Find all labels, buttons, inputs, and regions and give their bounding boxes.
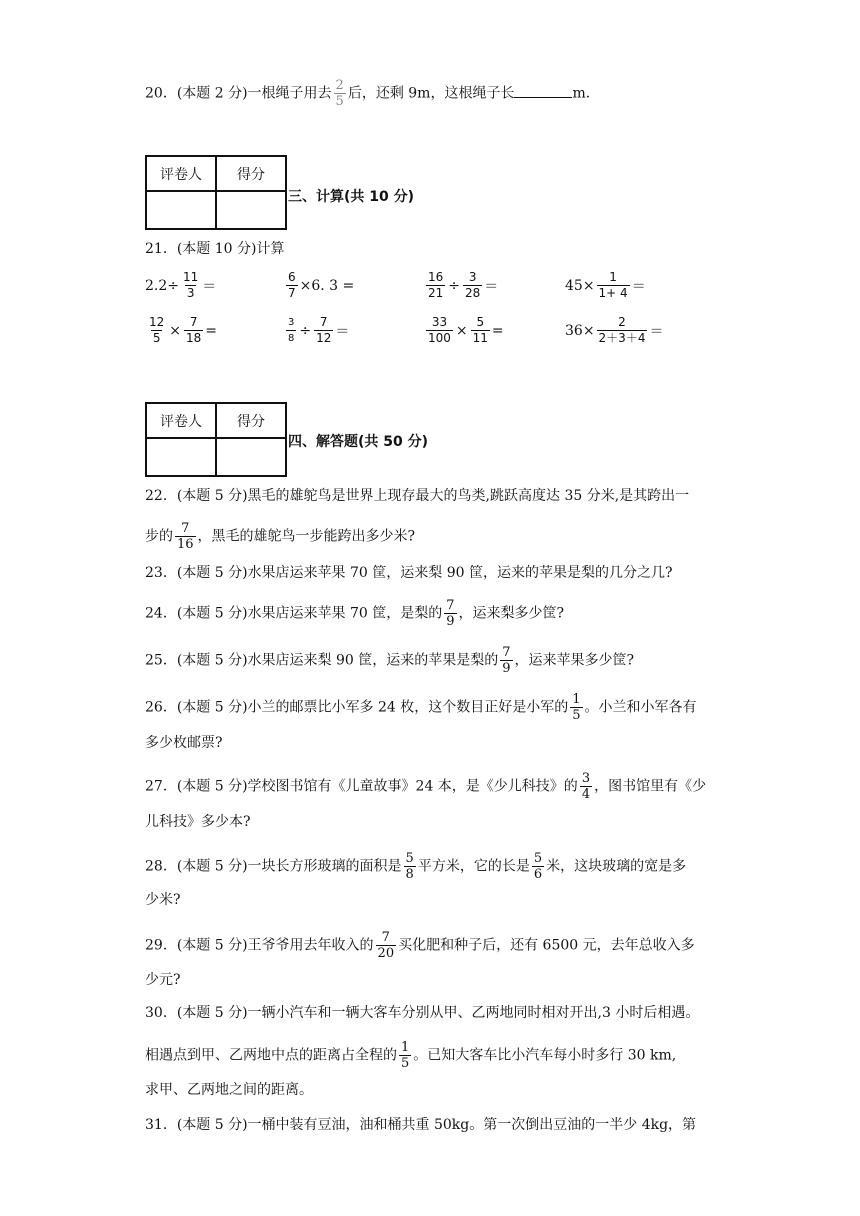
calc-item: $\frac{33}{100}$ × $\frac{5}{11}$ = [428, 315, 504, 345]
score-box [145, 402, 287, 477]
question-27: 27．(本题 5 分)学校图书馆有《儿童故事》24 本，是《少儿科技》的 $\frac{3}{4}$ ，图书馆里有《少 [145, 771, 707, 802]
answer-blank [514, 83, 572, 98]
calc-item: $\frac{6}{7}$ ×6. 3 = [288, 270, 355, 300]
question-30-cont2: 求甲、乙两地之间的距离。 [145, 1082, 313, 1098]
fraction: $\frac{7}{9}$ [502, 645, 511, 676]
reviewer-label: 评卷人 [146, 403, 216, 438]
fraction: $\frac{7}{9}$ [446, 598, 455, 629]
score-box [145, 155, 287, 230]
question-29: 29．(本题 5 分)王爷爷用去年收入的 $\frac{7}{20}$ 买化肥和种子后，还有 6500 元，去年总收入多 [145, 930, 695, 961]
question-29-cont: 少元? [145, 972, 181, 988]
question-30-cont: 相遇点到甲、乙两地中点的距离占全程的 $\frac{1}{5}$ 。已知大客车比小汽车每小时多行 30 km, [145, 1040, 677, 1071]
section-title: 三、计算(共 10 分) [288, 189, 415, 205]
question-22-cont: 步的 $\frac{7}{16}$ ，黑毛的雄鸵鸟一步能跨出多少米? [145, 521, 416, 552]
fraction: $\frac{5}{6}$ [533, 851, 543, 882]
question-25: 25．(本题 5 分)水果店运来梨 90 筐，运来的苹果是梨的 $\frac{7}{9}$ ，运来苹果多少筐? [145, 645, 635, 676]
question-20: 20．(本题 2 分)一根绳子用去 $\frac{2}{5}$ 后，还剩 9m，这根绳子长 m． [145, 78, 600, 109]
question-24: 24．(本题 5 分)水果店运来苹果 70 筐，是梨的 $\frac{7}{9}$ ，运来梨多少筐? [145, 598, 565, 629]
fraction: $\frac{5}{8}$ [405, 851, 414, 882]
question-27-cont: 儿科技》多少本? [145, 814, 251, 830]
score-label: 得分 [216, 403, 286, 438]
question-30: 30．(本题 5 分)一辆小汽车和一辆大客车分别从甲、乙两地同时相对开出,3 小时后相遇。 [145, 1005, 700, 1021]
fraction: $\frac{2}{5}$ [335, 78, 344, 109]
question-26: 26．(本题 5 分)小兰的邮票比小军多 24 枚，这个数目正好是小军的 $\frac{1}{5}$ 。小兰和小军各有 [145, 692, 697, 723]
fraction: $\frac{3}{8}$ [288, 317, 295, 344]
question-21: 21．(本题 10 分)计算 [145, 241, 285, 257]
fraction: $\frac{7}{16}$ [177, 521, 194, 552]
fraction: $\frac{1}{5}$ [401, 1040, 410, 1071]
question-31: 31．(本题 5 分)一桶中装有豆油，油和桶共重 50kg。第一次倒出豆油的一半少 4kg，第 [145, 1117, 697, 1133]
calc-item: $\frac{3}{8}$ ÷ $\frac{7}{12}$ ＝ [288, 315, 350, 345]
reviewer-cell [146, 191, 216, 229]
fraction: $\frac{3}{28}$ [465, 270, 481, 300]
fraction: $\frac{16}{21}$ [428, 270, 444, 300]
reviewer-label: 评卷人 [146, 156, 216, 191]
fraction: $\frac{2}{2+3+4}$ [598, 315, 646, 345]
fraction: $\frac{6}{7}$ [288, 270, 296, 300]
fraction: $\frac{11}{3}$ [183, 270, 199, 300]
fraction: $\frac{12}{5}$ [149, 315, 165, 345]
calc-item: $\frac{12}{5}$ × $\frac{7}{18}$ = [149, 315, 218, 345]
fraction: $\frac{1}{5}$ [572, 692, 581, 723]
calc-item: $\frac{16}{21}$ ÷ $\frac{3}{28}$ ＝ [428, 270, 499, 300]
fraction: $\frac{1}{1+ 4}$ [598, 270, 628, 300]
question-23: 23．(本题 5 分)水果店运来苹果 70 筐，运来梨 90 筐，运来的苹果是梨的几分之几? [145, 565, 673, 581]
score-label: 得分 [216, 156, 286, 191]
fraction: $\frac{7}{18}$ [186, 315, 202, 345]
question-26-cont: 多少枚邮票? [145, 735, 223, 751]
fraction: $\frac{3}{4}$ [581, 771, 591, 802]
calc-item: 36× $\frac{2}{2+3+4}$ ＝ [565, 315, 664, 345]
reviewer-cell [146, 438, 216, 476]
question-28: 28．(本题 5 分)一块长方形玻璃的面积是 $\frac{5}{8}$ 平方米，它的长是 $\frac{5}{6}$ 米，这块玻璃的宽是多 [145, 851, 687, 882]
fraction: $\frac{7}{12}$ [316, 315, 332, 345]
calc-item: 2.2÷ $\frac{11}{3}$ ＝ [145, 270, 217, 300]
calc-item: 45× $\frac{1}{1+ 4}$ ＝ [565, 270, 646, 300]
fraction: $\frac{7}{20}$ [377, 930, 395, 961]
score-cell [216, 191, 286, 229]
section-title: 四、解答题(共 50 分) [288, 434, 429, 450]
score-cell [216, 438, 286, 476]
fraction: $\frac{5}{11}$ [472, 315, 488, 345]
fraction: $\frac{33}{100}$ [428, 315, 451, 345]
question-28-cont: 少米? [145, 892, 181, 908]
question-22: 22．(本题 5 分)黑毛的雄鸵鸟是世界上现存最大的鸟类,跳跃高度达 35 分米,是其跨出一 [145, 488, 690, 504]
